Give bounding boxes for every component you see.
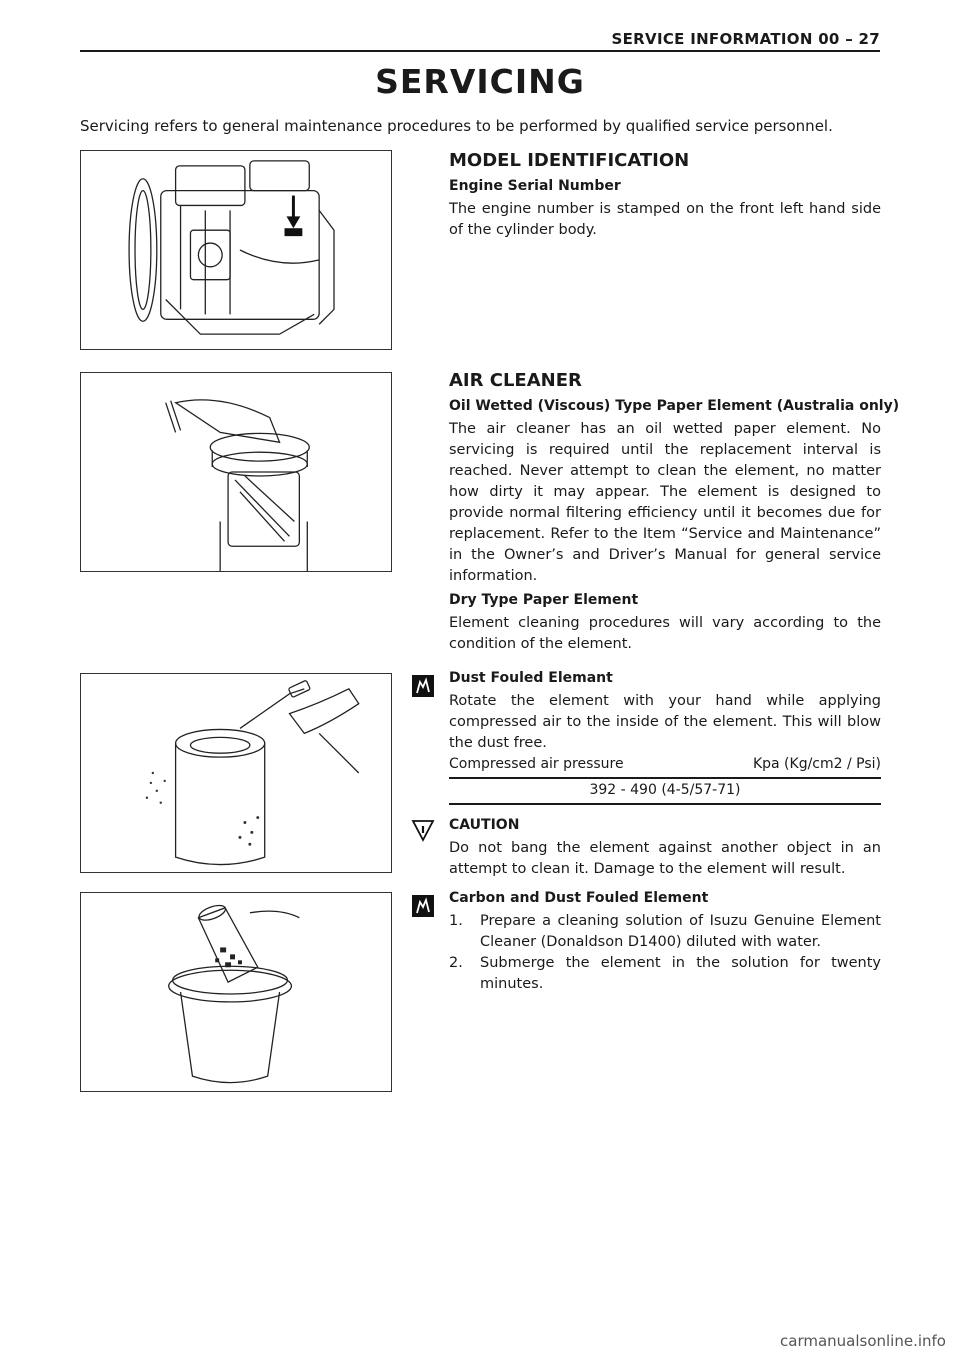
spec-value: 392 - 490 (4-5/57-71): [589, 782, 741, 798]
engine-serial-subtitle: Engine Serial Number: [449, 178, 621, 194]
caution-icon: [411, 818, 435, 842]
engine-serial-text: The engine number is stamped on the front left hand side of the cylinder body.: [449, 201, 881, 238]
spec-label: Compressed air pressure: [449, 756, 624, 772]
step-1-number: 1.: [449, 913, 463, 929]
engine-figure: [80, 150, 392, 350]
step-1-text: Prepare a cleaning solution of Isuzu Genuine Element Cleaner (Donaldson D1400) diluted with water.: [480, 913, 881, 950]
serial-number-marker: [285, 228, 303, 236]
dry-type-subtitle: Dry Type Paper Element: [449, 592, 639, 608]
step-2-text: Submerge the element in the solution for twenty minutes.: [480, 955, 881, 992]
compressed-air-illustration: [81, 674, 391, 872]
page-header: SERVICE INFORMATION 00 – 27: [611, 30, 880, 48]
compressed-air-figure: [80, 673, 392, 873]
header-divider: [80, 50, 880, 52]
bucket-illustration: [81, 893, 391, 1091]
page-title: SERVICING: [375, 62, 585, 101]
hand-operation-icon: [411, 674, 435, 698]
carbon-dust-subtitle: Carbon and Dust Fouled Element: [449, 890, 709, 906]
dust-fouled-text: Rotate the element with your hand while applying compressed air to the inside of the element. This will blow the dust free.: [449, 693, 881, 751]
spec-header-row: [449, 756, 881, 772]
air-cleaner-figure: [80, 372, 392, 572]
hand-operation-icon-2: [411, 894, 435, 918]
engine-illustration: [81, 151, 391, 349]
model-identification-title: MODEL IDENTIFICATION: [449, 150, 690, 171]
caution-title: CAUTION: [449, 817, 520, 833]
caution-text: Do not bang the element against another object in an attempt to clean it. Damage to the element will result.: [449, 840, 881, 877]
air-cleaner-text: The air cleaner has an oil wetted paper element. No servicing is required until the replacement interval is reached. Never attempt to clean the element, no matter how dirty it may appear. The element is designed to provide normal filtering efficiency until it becomes due for replacement. Refer to the Item “Service and Maintenance” in the Owner’s and Driver’s Manual for general service information.: [449, 421, 881, 584]
intro-text: Servicing refers to general maintenance procedures to be performed by qualified service personnel.: [80, 117, 833, 135]
step-2-number: 2.: [449, 955, 463, 971]
oil-wetted-subtitle: Oil Wetted (Viscous) Type Paper Element (Australia only): [449, 398, 900, 414]
spec-divider-bottom: [449, 803, 881, 805]
spec-divider-top: [449, 777, 881, 779]
watermark: carmanualsonline.info: [780, 1332, 946, 1350]
dry-type-text: Element cleaning procedures will vary according to the condition of the element.: [449, 615, 881, 652]
air-cleaner-title: AIR CLEANER: [449, 370, 582, 391]
dust-fouled-subtitle: Dust Fouled Elemant: [449, 670, 613, 686]
spec-unit: Kpa (Kg/cm2 / Psi): [752, 756, 881, 772]
bucket-figure: [80, 892, 392, 1092]
air-cleaner-illustration: [81, 373, 391, 571]
